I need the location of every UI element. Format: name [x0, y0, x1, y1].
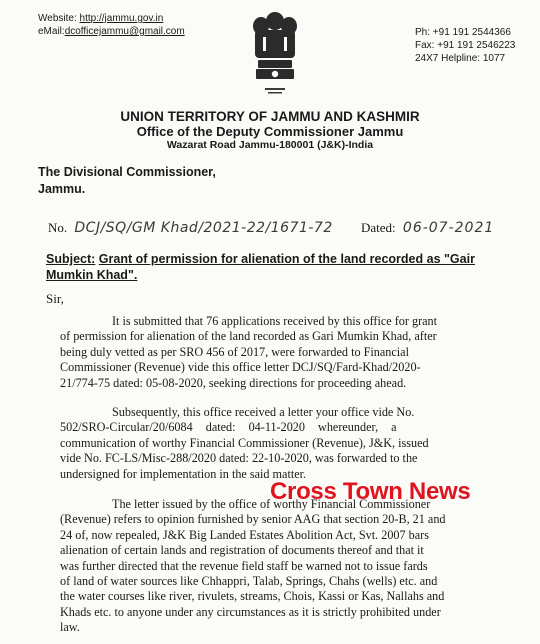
- state-emblem-icon: [246, 8, 304, 102]
- office-line-1: UNION TERRITORY OF JAMMU AND KASHMIR: [120, 109, 420, 124]
- paragraph-line: of land of water sources like Chhappri, Talab, Springs, Chahs (wells) etc. and: [60, 574, 438, 589]
- paragraph-line: Khads etc. to anyone under any circumstances as it is strictly prohibited under: [60, 604, 441, 619]
- phone-number: Ph: +91 191 2544366: [415, 27, 511, 38]
- paragraph-line: of permission for alienation of the land recorded as Gari Mumkin Khad, after: [60, 329, 437, 344]
- reference-date: [361, 220, 494, 236]
- date-label: Dated:: [361, 220, 396, 235]
- paragraph-line: It is submitted that 76 applications received by this office for grant: [112, 314, 438, 328]
- paragraph-line: the water courses like river, rivulets, streams, Chois, Kassi or Kas, Nallahs and: [60, 589, 445, 604]
- paragraph-line: Subsequently, this office received a letter your office vide No.: [112, 405, 415, 419]
- paragraph-1: [60, 314, 522, 391]
- paragraph-line: communication of worthy Financial Commissioner (Revenue), J&K, issued: [60, 435, 429, 450]
- helpline-number: 24X7 Helpline: 1077: [415, 53, 506, 64]
- paragraph-line: was further directed that the revenue field staff be warned not to issue fards: [60, 558, 428, 573]
- reference-value: DCJ/SQ/GM Khad/2021-22/1671-72: [74, 220, 333, 236]
- contact-block-right: [415, 26, 515, 65]
- reference-number: [48, 220, 333, 236]
- office-line-2: Office of the Deputy Commissioner Jammu: [136, 124, 404, 139]
- addressee-line-2: Jammu.: [38, 182, 86, 196]
- subject-line: [46, 251, 516, 283]
- fax-number: Fax: +91 191 2546223: [415, 40, 516, 51]
- paragraph-line: (Revenue) refers to opinion furnished by senior AAG that section 20-B, 21 and: [60, 512, 446, 527]
- website-line: [38, 12, 185, 25]
- website-link[interactable]: http://jammu.gov.in: [79, 13, 164, 24]
- paragraph-line: undersigned for implementation in the said matter.: [60, 466, 307, 481]
- email-label: eMail:: [38, 26, 65, 37]
- paragraph-line: 21/774-75 dated: 05-08-2020, seeking directions for proceeding ahead.: [60, 375, 407, 390]
- paragraph-line: 502/SRO-Circular/20/6084 dated: 04-11-2020 whereunder, a: [60, 420, 397, 435]
- paragraph-line: The letter issued by the office of worthy Financial Commissioner: [112, 497, 431, 511]
- addressee-block: [38, 164, 216, 198]
- addressee-line-1: The Divisional Commissioner,: [38, 165, 216, 179]
- paragraph-line: being duly vetted as per SRO 456 of 2017, were forwarded to Financial: [60, 344, 409, 359]
- paragraph-line: vide No. FC-LS/Misc-288/2020 dated: 22-10-2020, was forwarded to the: [60, 451, 418, 466]
- office-line-3: Wazarat Road Jammu-180001 (J&K)-India: [166, 139, 374, 151]
- paragraph-3: [60, 497, 522, 636]
- paragraph-line: alienation of certain lands and registration of documents thereof and that it: [60, 543, 424, 558]
- website-label: Website:: [38, 13, 77, 24]
- reference-label: No.: [48, 220, 68, 235]
- paragraph-line: Commissioner (Revenue) vide this office letter DCJ/SQ/Fard-Khad/2020-: [60, 360, 421, 375]
- paragraph-2: [60, 405, 522, 482]
- email-line: [38, 25, 185, 38]
- paragraph-line: 24 of, now repealed, J&K Big Landed Estates Abolition Act, Svt. 2007 bars: [60, 527, 429, 542]
- subject-text: Grant of permission for alienation of the land recorded as "Gair Mumkin Khad".: [46, 252, 475, 282]
- salutation: Sir,: [46, 291, 64, 306]
- date-value: 06-07-2021: [402, 220, 495, 236]
- contact-block-left: [38, 12, 185, 38]
- subject-label: Subject:: [46, 252, 96, 266]
- watermark-text: Cross Town News: [270, 478, 471, 505]
- email-link[interactable]: dcofficejammu@gmail.com: [64, 26, 185, 37]
- paragraph-line: law.: [60, 620, 80, 635]
